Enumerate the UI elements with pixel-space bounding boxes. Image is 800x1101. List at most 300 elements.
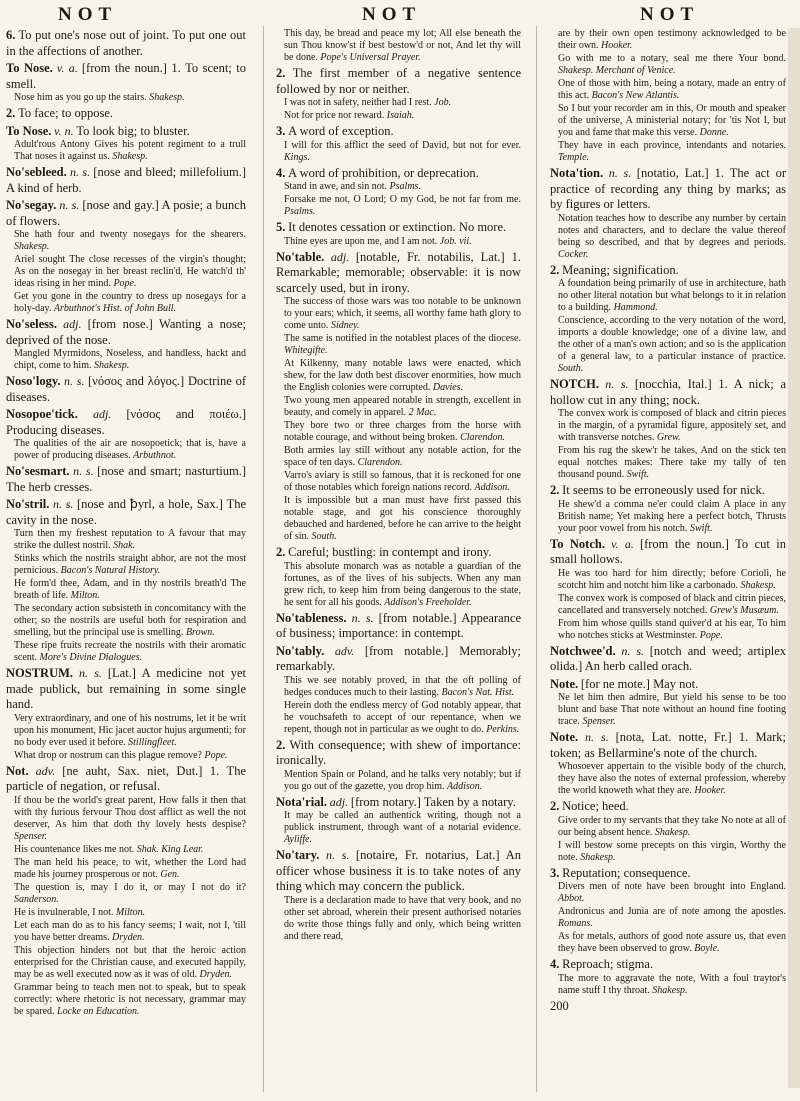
entry-headword: To Notch. xyxy=(550,536,605,551)
entry-part-of-speech: n. s. xyxy=(59,198,80,213)
dictionary-entry xyxy=(550,377,786,481)
entry-definition: [nose and ꝥyrl, a hole, Sax.] The cavity in the nose. xyxy=(6,497,246,527)
citation-text: So I but your recorder am in this, Or mouth and speaker of the universe, A ministerial notary; for 'tis Not I, but you and fame that make this verse. xyxy=(558,103,786,138)
entry-part-of-speech: adv. xyxy=(35,763,56,778)
citation-source: Bacon's New Atlantis. xyxy=(591,90,680,101)
entry-headword: 2. xyxy=(550,483,560,498)
citation-quote xyxy=(284,895,521,943)
citation-source: Grew's Musæum. xyxy=(709,604,779,616)
citation-source: Shak. xyxy=(113,540,136,552)
dictionary-entry xyxy=(6,464,246,495)
citation-text: The more to aggravate the note, With a foul traytor's name stuff I thy throat. xyxy=(558,972,786,996)
citation-source: Milton. xyxy=(115,906,146,918)
dictionary-entry xyxy=(6,764,246,1018)
citation-quote xyxy=(558,840,786,864)
dictionary-entry xyxy=(6,317,246,372)
dictionary-entry xyxy=(276,611,521,642)
dictionary-column-3 xyxy=(550,28,786,1088)
citation-text: If thou be the world's great parent, How falls it then that with thy furious fervour Thou dost afflict as well the not deserver, As him that doth thy lovely hests despise? xyxy=(14,794,246,830)
citation-quote xyxy=(284,110,521,122)
citation-quote xyxy=(558,103,786,139)
citation-quote xyxy=(284,395,521,419)
citation-quote xyxy=(14,438,246,462)
citation-text: She hath four and twenty nosegays for the shearers. xyxy=(14,229,246,241)
citation-text: Go with me to a notary, seal me there Your bond. xyxy=(558,53,786,64)
citation-quote xyxy=(558,593,786,617)
entry-headword: No'tableness. xyxy=(276,610,347,625)
dictionary-entry xyxy=(550,28,786,164)
entry-headword: 4. xyxy=(550,957,560,972)
citation-text: Conscience, according to the very notation of the word, imports a double knowledge; one of a divine law, and the other of a man's own action; and so is the application of a general law, to a particular instance of practice. xyxy=(558,315,786,363)
citation-source: Spenser. xyxy=(14,830,48,842)
entry-definition: To look big; to bluster. xyxy=(76,123,190,138)
citation-quote xyxy=(558,278,786,314)
entry-part-of-speech: v. a. xyxy=(611,536,634,551)
entry-headword: Notchwee'd. xyxy=(550,643,616,658)
citation-quote xyxy=(14,945,246,981)
dictionary-entry xyxy=(276,250,521,544)
dictionary-entry xyxy=(276,848,521,943)
entry-headword: NOTCH. xyxy=(550,377,599,392)
entry-headword: 2. xyxy=(276,66,286,80)
citation-source: Swift. xyxy=(689,522,713,534)
entry-part-of-speech: adj. xyxy=(92,407,112,422)
citation-quote xyxy=(14,229,246,253)
citation-quote xyxy=(284,194,521,218)
citation-source: Swift. xyxy=(626,469,650,481)
citation-text: Herein doth the endless mercy of God notably appear, that he vouchsafeth to accept of our repentance, when we repent, though not in particular as we ought to do. xyxy=(284,699,521,735)
citation-source: South. xyxy=(311,531,337,543)
citation-text: He form'd thee, Adam, and in thy nostrils breath'd The breath of life. xyxy=(14,578,246,602)
entry-part-of-speech: adj. xyxy=(330,249,350,264)
entry-definition: The first member of a negative sentence followed by nor or neither. xyxy=(276,66,521,96)
dictionary-entry xyxy=(276,124,521,164)
citation-text: The qualities of the air are nosopoetick; that is, have a power of producing diseases. xyxy=(14,438,246,462)
dictionary-entry xyxy=(6,28,246,59)
citation-text: Divers men of note have been brought into England. xyxy=(558,881,786,893)
citation-quote xyxy=(14,578,246,602)
citation-text: Grammar being to teach men not to speak, but to speak correctly: where rhetoric is not necessary, grammar may be spared. xyxy=(14,981,246,1017)
citation-quote xyxy=(14,139,246,163)
citation-source: Shakesp. xyxy=(14,241,50,253)
citation-text: This objection hinders not but that the heroic action enterprised for the Christian cause, and executed happily, may be as well executed now as it was of old. xyxy=(14,944,246,980)
citation-source: Sanderson. xyxy=(14,893,59,905)
citation-text: The convex work is composed of black and citrin pieces, cancellated and transversely notched. xyxy=(558,592,786,616)
entry-headword: No'sesmart. xyxy=(6,464,70,479)
citation-source: Whitegifte. xyxy=(284,345,328,357)
citation-source: Job. xyxy=(434,97,452,109)
citation-text: He shew'd a comma ne'er could claim A place in any British name; Yet making here a perfect botch, Thrusts your poor vowel from his notch. xyxy=(558,498,786,534)
entry-definition: [notch and weed; artiplex olida.] An herb called orach. xyxy=(550,643,786,674)
entry-headword: Note. xyxy=(550,730,579,745)
citation-text: From his rug the skew'r he takes, And on the stick ten equal notches makes: There take my tally of ten thousand pound. xyxy=(558,445,786,481)
entry-definition: [from notable.] Memorably; remarkably. xyxy=(276,643,521,674)
citation-text: Get you gone in the country to dress up nosegays for a holy-day. xyxy=(14,291,246,315)
entry-definition: [nocchia, Ital.] 1. A nick; a hollow cut in any thing; nock. xyxy=(550,377,786,407)
dictionary-entry xyxy=(550,483,786,535)
citation-quote xyxy=(284,296,521,332)
entry-headword: 2. xyxy=(550,799,560,814)
entry-headword: No'sebleed. xyxy=(6,165,67,180)
citation-text: They have in each province, intendants and notaries. xyxy=(558,140,786,151)
citation-quote xyxy=(284,181,521,193)
citation-quote xyxy=(284,495,521,543)
page-gutter-edge xyxy=(788,28,800,1088)
entry-part-of-speech: n. s. xyxy=(64,374,85,389)
citation-source: Abbot. xyxy=(558,893,585,905)
citation-quote xyxy=(284,445,521,469)
citation-text: Mangled Myrmidons, Noseless, and handless, hackt and chipt, come to him. xyxy=(14,348,246,372)
column-rule-2 xyxy=(536,26,537,1092)
citation-source: Hooker. xyxy=(601,40,633,51)
citation-text: Not for price nor reward. xyxy=(284,110,385,122)
citation-text: Ne let him then admire, But yield his sense to be too blunt and base That note without an hound fine footing trace. xyxy=(558,692,786,728)
entry-definition: [ne auht, Sax. niet, Dut.] 1. The particle of negation, or refusal. xyxy=(6,763,246,794)
entry-part-of-speech: adj. xyxy=(63,317,82,332)
citation-source: Spenser. xyxy=(582,716,616,728)
citation-quote xyxy=(284,700,521,736)
citation-text: The man held his peace, to wit, whether the Lord had made his journey prosperous or not. xyxy=(14,856,246,880)
citation-text: Both armies lay still without any notable action, for the space of ten days. xyxy=(284,445,521,469)
entry-headword: 2. xyxy=(276,737,286,752)
entry-definition: [notatio, Lat.] 1. The act or practice of recording any thing by marks; as by figures or letters. xyxy=(550,166,786,212)
entry-headword: 2. xyxy=(550,262,560,277)
citation-quote xyxy=(14,92,246,104)
citation-source: Perkins. xyxy=(486,723,520,735)
entry-definition: [from the noun.] 1. To scent; to smell. xyxy=(6,61,246,91)
citation-source: Gen. xyxy=(160,868,180,880)
entry-headword: Nota'tion. xyxy=(550,166,604,180)
entry-part-of-speech: n. s. xyxy=(73,464,94,479)
citation-source: Arbuthnot. xyxy=(133,450,177,462)
citation-source: Shakesp. Merchant of Venice. xyxy=(558,65,676,76)
citation-text: I will for this afflict the seed of David, but not for ever. xyxy=(284,139,521,151)
citation-source: Isaiah. xyxy=(386,110,415,122)
citation-source: Shakesp. xyxy=(580,851,616,863)
dictionary-entry xyxy=(6,61,246,104)
citation-quote xyxy=(284,470,521,494)
citation-quote xyxy=(558,692,786,728)
citation-text: This absolute monarch was as notable a guardian of the fortunes, as of the lives of his subjects. When any man grew rich, to keep him from being dangerous to the state, he sent for all his goods. xyxy=(284,560,521,608)
entry-headword: 4. xyxy=(276,165,286,180)
citation-source: Bacon's Nat. Hist. xyxy=(441,686,515,698)
citation-source: Ayliffe. xyxy=(284,834,313,846)
dictionary-entry xyxy=(6,407,246,462)
citation-source: South. xyxy=(558,363,584,375)
entry-definition: [from the noun.] To cut in small hollows. xyxy=(550,536,786,567)
dictionary-entry xyxy=(6,106,246,122)
citation-quote xyxy=(284,236,521,248)
citation-source: Pope's Universal Prayer. xyxy=(320,52,421,63)
citation-text: The success of those wars was too notable to be unknown to your ears; which, it seems, all worthy fame hath glory to come unto. xyxy=(284,296,521,332)
citation-quote xyxy=(558,408,786,444)
entry-part-of-speech: n. s. xyxy=(608,166,632,180)
citation-quote xyxy=(284,420,521,444)
dictionary-entry xyxy=(6,198,246,315)
citation-quote xyxy=(284,140,521,164)
entry-headword: Note. xyxy=(550,676,579,691)
entry-definition: [for ne mote.] May not. xyxy=(580,676,699,691)
entry-part-of-speech: n. s. xyxy=(69,165,91,180)
citation-text: Whosoever appertain to the visible body of the church, they have also the notes of external profession, whereby the world knoweth what they are. xyxy=(558,761,786,797)
citation-source: Hooker. xyxy=(694,785,726,797)
citation-source: Shak. King Lear. xyxy=(136,843,204,855)
citation-quote xyxy=(558,568,786,592)
citation-text: Notation teaches how to describe any number by certain notes and characters, and to declare the value thereof being so described, and that by degrees and periods. xyxy=(558,212,786,248)
entry-part-of-speech: n. s. xyxy=(621,643,644,658)
citation-source: Clarendon. xyxy=(460,432,505,444)
citation-quote xyxy=(14,254,246,290)
citation-text: Let each man do as to his fancy seems; I wait, not I, 'till you have better dreams. xyxy=(14,919,246,943)
citation-source: Shakesp. xyxy=(149,92,185,104)
citation-source: More's Divine Dialogues. xyxy=(39,652,143,664)
citation-text: It may be called an authentick writing, though not a publick instrument, through want of a notarial evidence. xyxy=(284,810,521,834)
entry-headword: Nota'rial. xyxy=(276,794,328,809)
entry-definition: [nose and smart; nasturtium.] The herb cresses. xyxy=(6,464,246,494)
citation-quote xyxy=(14,603,246,639)
citation-text: Andronicus and Junia are of note among the apostles. xyxy=(558,906,786,918)
entry-definition: [from notary.] Taken by a notary. xyxy=(350,794,516,809)
citation-text: This day, be bread and peace my lot; All else beneath the sun Thou know'st if best bestow'd or not, And let thy will be done. xyxy=(284,28,521,63)
citation-source: Temple. xyxy=(558,152,590,163)
citation-quote xyxy=(558,28,786,52)
citation-text: Nose him as you go up the stairs. xyxy=(14,92,147,104)
citation-quote xyxy=(284,561,521,609)
citation-source: Donne. xyxy=(699,127,729,138)
citation-source: Pope. xyxy=(204,749,228,761)
dictionary-entry xyxy=(550,957,786,997)
dictionary-entry xyxy=(550,730,786,797)
entry-part-of-speech: v. n. xyxy=(54,123,74,138)
citation-text: It is impossible but a man must have first passed this notable stage, and got his conscience thoroughly debauched and hardened, before he can arrive to the height of sin. xyxy=(284,495,521,543)
dictionary-entry xyxy=(550,866,786,956)
citation-source: Brown. xyxy=(185,627,215,639)
citation-source: Psalms. xyxy=(284,206,316,218)
citation-quote xyxy=(558,315,786,375)
entry-part-of-speech: n. s. xyxy=(52,497,74,512)
entry-headword: 5. xyxy=(276,220,286,235)
citation-quote xyxy=(558,881,786,905)
dictionary-entry xyxy=(276,66,521,122)
entry-part-of-speech: adv. xyxy=(334,643,355,658)
citation-source: 2 Mac. xyxy=(408,407,437,419)
citation-text: are by their own open testimony acknowledged to be their own. xyxy=(558,28,786,51)
dictionary-column-2 xyxy=(276,28,521,1088)
entry-definition: [nota, Lat. notte, Fr.] 1. Mark; token; as Bellarmine's note of the church. xyxy=(550,730,786,760)
entry-part-of-speech: v. a. xyxy=(56,61,78,76)
citation-quote xyxy=(558,53,786,77)
citation-text: Mention Spain or Poland, and he talks very notably; but if you go out of the gazette, you drop him. xyxy=(284,768,521,792)
citation-source: Pope. xyxy=(699,629,723,641)
entry-headword: Noso'logy. xyxy=(6,374,61,389)
dictionary-entry xyxy=(550,166,786,261)
citation-text: These ripe fruits recreate the nostrils with their aromatic scent. xyxy=(14,640,246,664)
citation-quote xyxy=(14,348,246,372)
citation-quote xyxy=(284,97,521,109)
dictionary-entry xyxy=(276,644,521,736)
citation-quote xyxy=(284,675,521,699)
entry-definition: To put one's nose out of joint. To put one out in the affections of another. xyxy=(6,28,246,58)
citation-source: Cocker. xyxy=(558,248,589,260)
citation-quote xyxy=(558,618,786,642)
entry-definition: [nose and gay.] A posie; a bunch of flowers. xyxy=(6,198,246,228)
citation-text: The secondary action subsisteth in concomitancy with the other; so the nostrils are useful both for respiration and smelling, but the principal use is smelling. xyxy=(14,603,246,639)
citation-text: The question is, may I do it, or may I not do it? xyxy=(14,881,246,893)
citation-source: Shakesp. xyxy=(652,984,688,996)
entry-definition: 200 xyxy=(550,998,569,1013)
dictionary-entry xyxy=(276,795,521,847)
dictionary-entry xyxy=(550,263,786,376)
citation-text: Forsake me not, O Lord; O my God, be not far from me. xyxy=(284,194,521,206)
citation-source: Shakesp. xyxy=(112,151,148,163)
entry-definition: [from notable.] Appearance of business; importance: in contempt. xyxy=(276,610,521,641)
entry-headword: Not. xyxy=(6,763,29,778)
citation-text: They bore two or three charges from the horse with notable courage, and without being broken. xyxy=(284,420,521,444)
dictionary-entry xyxy=(6,124,246,164)
dictionary-column-1 xyxy=(6,28,246,1088)
entry-definition: To face; to oppose. xyxy=(18,106,114,121)
entry-definition: A word of prohibition, or deprecation. xyxy=(288,165,479,180)
citation-text: There is a declaration made to have that very book, and no other set abroad, wherein their present authorised notaries do write those things fully and only, which being written and there read, xyxy=(284,894,521,942)
entry-headword: 2. xyxy=(6,106,16,121)
dictionary-entry xyxy=(6,165,246,196)
entry-headword: No'table. xyxy=(276,249,325,264)
citation-source: Davies. xyxy=(432,382,464,394)
citation-text: Varro's aviary is still so famous, that it is reckoned for one of those notables which foreign nations record. xyxy=(284,470,521,494)
citation-quote xyxy=(558,973,786,997)
citation-text: At Kilkenny, many notable laws were enacted, which shew, for the law doth best discover enormities, how much the English colonies were corrupted. xyxy=(284,358,521,394)
citation-quote xyxy=(14,750,246,762)
entry-headword: NOSTRUM. xyxy=(6,666,74,681)
dictionary-entry xyxy=(276,166,521,219)
entry-headword: No'segay. xyxy=(6,198,57,213)
citation-quote xyxy=(14,553,246,577)
entry-part-of-speech: n. s. xyxy=(79,666,102,681)
entry-part-of-speech: adj. xyxy=(329,794,349,809)
citation-quote xyxy=(558,815,786,839)
citation-source: Clarendon. xyxy=(357,457,403,469)
entry-definition: [νόσος and ποιέω.] Producing diseases. xyxy=(6,407,246,437)
citation-text: The same is notified in the notablest places of the diocese. xyxy=(284,333,521,345)
entry-part-of-speech: n. s. xyxy=(325,848,350,863)
dictionary-entry xyxy=(550,644,786,675)
citation-text: His countenance likes me not. xyxy=(14,843,135,855)
citation-source: Hammond. xyxy=(613,302,658,314)
citation-source: Milton. xyxy=(70,590,100,602)
citation-quote xyxy=(558,761,786,797)
entry-headword: 3. xyxy=(550,865,560,880)
citation-quote xyxy=(284,333,521,357)
citation-text: A foundation being primarily of use in architecture, hath no other literal notation but what belongs to it in relation to a building. xyxy=(558,278,786,314)
citation-quote xyxy=(284,769,521,793)
citation-quote xyxy=(14,907,246,919)
citation-quote xyxy=(558,931,786,955)
entry-definition: It seems to be erroneously used for nick. xyxy=(562,483,765,498)
entry-part-of-speech: n. s. xyxy=(605,377,629,392)
citation-quote xyxy=(14,844,246,856)
dictionary-entry xyxy=(6,374,246,405)
citation-quote xyxy=(14,528,246,552)
dictionary-entry xyxy=(550,799,786,864)
dictionary-entry xyxy=(276,738,521,793)
citation-quote xyxy=(14,857,246,881)
citation-source: Job. vii. xyxy=(439,235,472,247)
entry-headword: No'seless. xyxy=(6,317,58,332)
citation-text: He is invulnerable, I not. xyxy=(14,906,114,918)
column-rule-1 xyxy=(263,26,264,1092)
citation-quote xyxy=(14,713,246,749)
citation-quote xyxy=(14,920,246,944)
citation-quote xyxy=(558,78,786,102)
citation-source: Psalms. xyxy=(389,181,421,193)
citation-quote xyxy=(14,795,246,843)
citation-source: Addison. xyxy=(474,482,510,494)
citation-text: Two young men appeared notable in strength, excellent in beauty, and comely in apparel. xyxy=(284,395,521,419)
citation-text: Stinks which the nostrils straight abhor, are not the most pernicious. xyxy=(14,553,246,577)
citation-source: Grew. xyxy=(656,432,681,444)
entry-headword: Nosopoe'tick. xyxy=(6,407,78,422)
citation-source: Shakesp. xyxy=(94,360,130,372)
entry-definition: [nose and bleed; millefolium.] A kind of herb. xyxy=(6,165,246,195)
citation-source: Sidney. xyxy=(330,320,360,332)
citation-text: Thine eyes are upon me, and I am not. xyxy=(284,235,438,247)
citation-source: Arbuthnot's Hist. of John Bull. xyxy=(53,303,177,315)
citation-quote xyxy=(558,499,786,535)
running-head-center: NOT xyxy=(362,4,422,25)
citation-source: Dryden. xyxy=(199,968,233,980)
entry-headword: No'stril. xyxy=(6,497,50,512)
citation-quote xyxy=(14,882,246,906)
entry-headword: 6. xyxy=(6,28,16,42)
entry-definition: It denotes cessation or extinction. No more. xyxy=(288,220,507,235)
citation-source: Pope. xyxy=(113,278,137,290)
citation-source: Addison's Freeholder. xyxy=(384,596,472,608)
entry-definition: With consequence; with shew of importance: ironically. xyxy=(276,737,521,768)
citation-text: Stand in awe, and sin not. xyxy=(284,181,388,193)
dictionary-entry xyxy=(276,545,521,609)
citation-source: Dryden. xyxy=(112,931,145,943)
dictionary-entry xyxy=(550,999,786,1015)
citation-source: Stillingfleet. xyxy=(128,736,177,748)
entry-headword: 3. xyxy=(276,124,286,139)
entry-definition: [notable, Fr. notabilis, Lat.] 1. Remarkable; memorable; observable: it is now scarcely used, but in irony. xyxy=(276,249,521,295)
entry-part-of-speech: n. s. xyxy=(584,730,609,745)
entry-headword: No'tably. xyxy=(276,643,325,658)
citation-quote xyxy=(558,213,786,261)
citation-text: Very extraordinary, and one of his nostrums, let it be writ upon his monument, Hic jacet auctor hujus argumenti; for no body ever used it before. xyxy=(14,712,246,748)
running-head-right: NOT xyxy=(640,4,700,25)
entry-headword: To Nose. xyxy=(6,61,53,76)
entry-headword: No'tary. xyxy=(276,848,320,863)
entry-definition: [Lat.] A medicine not yet made publick, but remaining in some single hand. xyxy=(6,666,246,712)
citation-quote xyxy=(14,982,246,1018)
citation-text: Give order to my servants that they take No note at all of our being absent hence. xyxy=(558,814,786,838)
entry-definition: Reputation; consequence. xyxy=(562,865,691,880)
citation-source: Romans. xyxy=(558,918,593,930)
citation-quote xyxy=(284,358,521,394)
citation-text: Ariel sought The close recesses of the virgin's thought; As on the nosegay in her breast reclin'd, He watch'd th' ideas rising in her mind. xyxy=(14,254,246,290)
citation-text: What drop or nostrum can this plague remove? xyxy=(14,749,202,761)
citation-text: I will bestow some precepts on this virgin, Worthy the note. xyxy=(558,839,786,863)
citation-text: He was too hard for him directly; before Corioli, he scotcht him and notcht him like a carbonado. xyxy=(558,567,786,591)
citation-source: Kings. xyxy=(284,151,310,163)
entry-headword: To Nose. xyxy=(6,123,52,138)
citation-text: This we see notably proved, in that the oft polling of hedges conduces much to their lasting. xyxy=(284,674,521,698)
citation-quote xyxy=(284,28,521,64)
entry-definition: Reproach; stigma. xyxy=(562,957,654,972)
citation-text: From him whose quills stand quiver'd at his ear, To him who notches sticks at Westminster. xyxy=(558,617,786,641)
citation-text: Turn then my freshest reputation to A favour that may strike the dullest nostril. xyxy=(14,528,246,552)
